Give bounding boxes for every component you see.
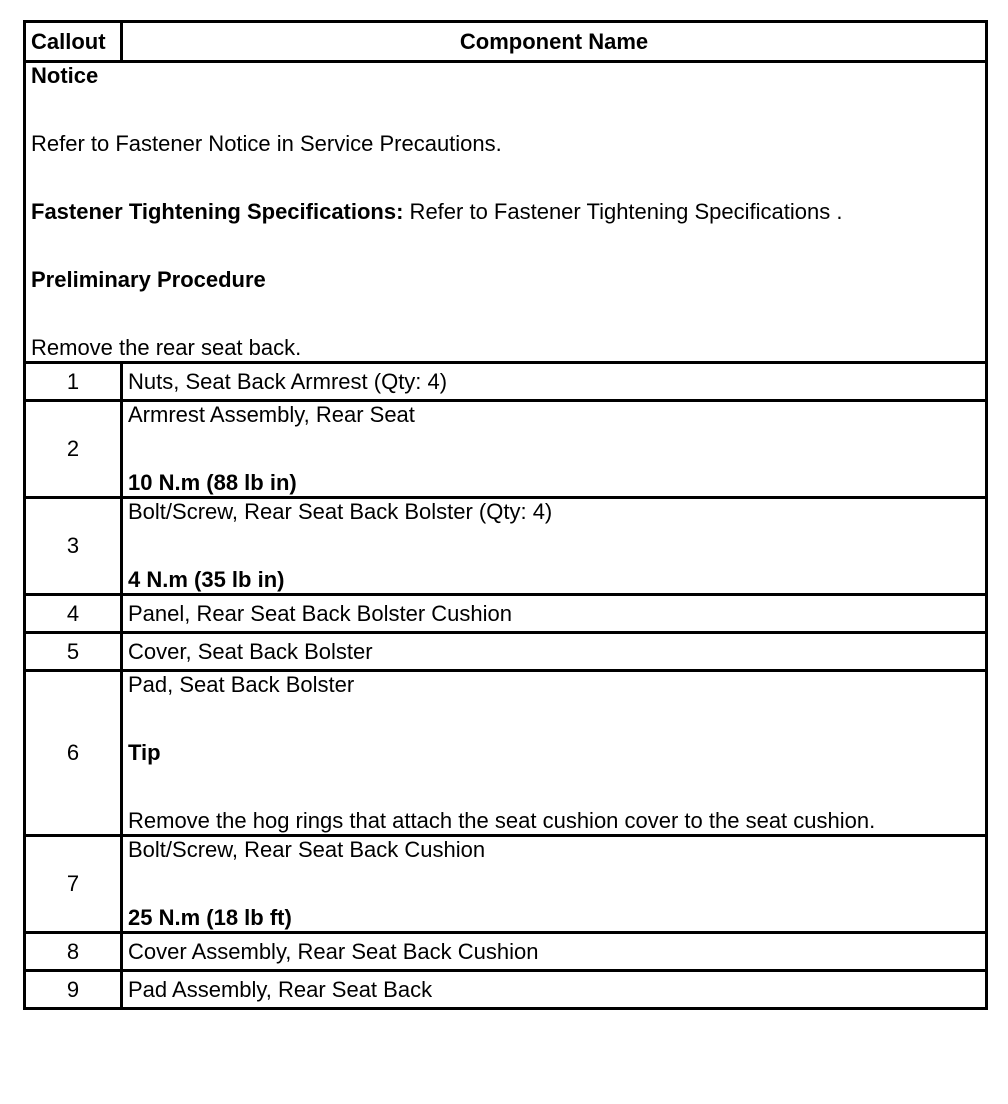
callout-number: 8: [25, 933, 122, 971]
tip-text: Remove the hog rings that attach the seat cushion cover to the seat cushion.: [128, 808, 876, 833]
callout-column-header: Callout: [25, 22, 122, 62]
component-name: Cover Assembly, Rear Seat Back Cushion: [122, 933, 987, 971]
header-row: [25, 22, 987, 62]
component-name: Cover, Seat Back Bolster: [122, 633, 987, 671]
notice-row: [25, 62, 987, 363]
callout-number: 5: [25, 633, 122, 671]
component-cell: [122, 498, 987, 595]
table-row: [25, 363, 987, 401]
preliminary-procedure-title: Preliminary Procedure: [31, 267, 266, 292]
torque-spec: 4 N.m (35 lb in): [128, 567, 285, 592]
table-row: [25, 971, 987, 1009]
callout-number: 3: [25, 498, 122, 595]
component-name: Nuts, Seat Back Armrest (Qty: 4): [122, 363, 987, 401]
table-row: [25, 401, 987, 498]
component-name-column-header: Component Name: [122, 22, 987, 62]
table-row: [25, 933, 987, 971]
table-row: [25, 836, 987, 933]
component-name: Pad Assembly, Rear Seat Back: [122, 971, 987, 1009]
component-name: Bolt/Screw, Rear Seat Back Bolster (Qty: 4): [128, 499, 553, 524]
component-cell: [122, 836, 987, 933]
notice-cell: [25, 62, 987, 363]
callout-number: 9: [25, 971, 122, 1009]
notice-text: Refer to Fastener Notice in Service Precautions.: [31, 131, 502, 156]
tip-label: Tip: [128, 740, 161, 765]
component-name: Pad, Seat Back Bolster: [128, 672, 355, 697]
table-row: [25, 498, 987, 595]
fastener-spec-label: Fastener Tightening Specifications:: [31, 199, 404, 224]
torque-spec: 10 N.m (88 lb in): [128, 470, 297, 495]
fastener-spec-line: [31, 199, 980, 225]
torque-spec: 25 N.m (18 lb ft): [128, 905, 292, 930]
callout-number: 2: [25, 401, 122, 498]
table-row: [25, 671, 987, 836]
component-name: Armrest Assembly, Rear Seat: [128, 402, 415, 427]
component-name: Panel, Rear Seat Back Bolster Cushion: [122, 595, 987, 633]
callout-number: 7: [25, 836, 122, 933]
fastener-spec-text: Refer to Fastener Tightening Specifications .: [403, 199, 843, 224]
component-cell: [122, 671, 987, 836]
component-name: Bolt/Screw, Rear Seat Back Cushion: [128, 837, 486, 862]
callout-number: 1: [25, 363, 122, 401]
component-table: [23, 20, 988, 1010]
table-row: [25, 633, 987, 671]
callout-number: 6: [25, 671, 122, 836]
preliminary-procedure-text: Remove the rear seat back.: [31, 335, 302, 360]
callout-number: 4: [25, 595, 122, 633]
component-cell: [122, 401, 987, 498]
notice-title: Notice: [31, 63, 99, 88]
table-row: [25, 595, 987, 633]
